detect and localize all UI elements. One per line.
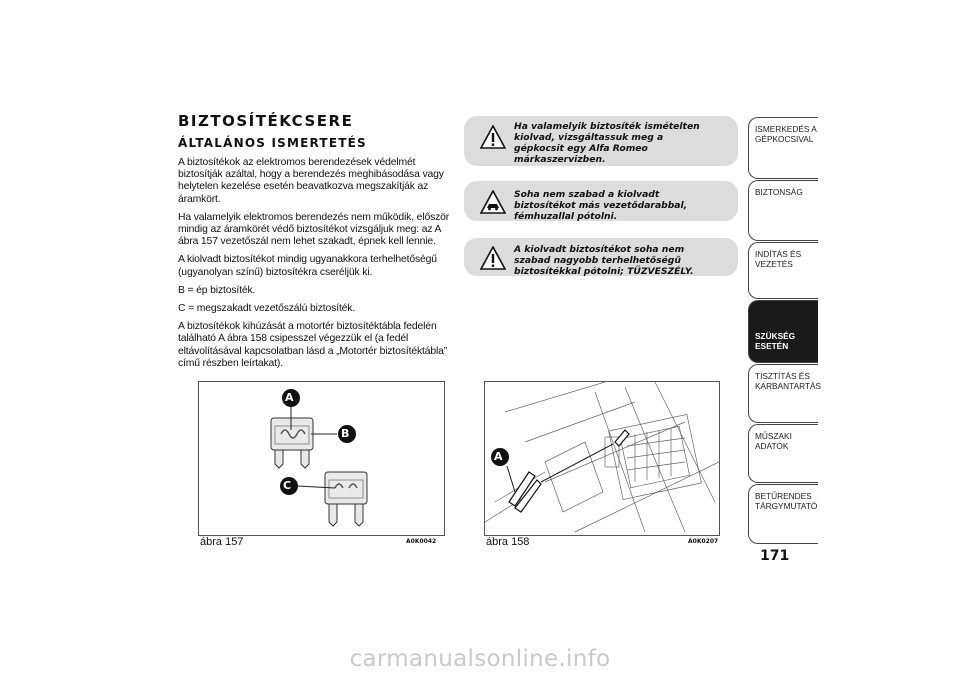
warning-box xyxy=(464,181,738,221)
tab-biztonsag[interactable] xyxy=(748,180,818,241)
paragraph: B = ép biztosíték. xyxy=(178,284,256,296)
tab-label: INDÍTÁS ÉS VEZETÉS xyxy=(755,249,802,269)
warning-triangle-icon xyxy=(480,246,506,275)
paragraph: A kiolvadt biztosítékot mindig ugyanakkora terhelhetőségű (ugyanolyan színű) biztosítékra cseréljük ki. xyxy=(178,254,437,278)
tab-muszaki-adatok[interactable] xyxy=(748,424,818,483)
paragraph: A biztosítékok kihúzását a motortér biztosítéktábla fedelén található A ábra 158 csipesszel végezzük el (a fedél eltávolításával kapcsolatban lásd a „Motortér biztosítéktábla” című részben leírtakat). xyxy=(178,321,448,369)
label-a: A xyxy=(285,391,294,404)
paragraph: A biztosítékok az elektromos berendezések védelmét biztosítják azáltal, hogy a berendezés meghibásodása vagy helytelen kezelése esetén beavatkozva megszakítják az áramkört. xyxy=(178,157,444,205)
subsection-heading: ÁLTALÁNOS ISMERTETÉS xyxy=(178,136,367,150)
watermark: carmanualsonline.info xyxy=(349,646,611,672)
page-number: 171 xyxy=(760,548,790,564)
warning-box xyxy=(464,116,738,166)
car-lift-icon xyxy=(480,190,506,219)
figure-caption: ábra 157 xyxy=(200,536,244,548)
tab-label: ISMERKEDÉS A GÉPKOCSIVAL xyxy=(755,124,817,144)
warning-box xyxy=(464,238,738,276)
label-c: C xyxy=(283,479,292,492)
figure-code: A0K0207 xyxy=(688,538,719,545)
section-heading: BIZTOSÍTÉKCSERE xyxy=(178,112,354,130)
tab-label: TISZTÍTÁS ÉS KARBANTARTÁS xyxy=(755,371,822,391)
tab-tisztitas[interactable] xyxy=(748,364,822,423)
paragraph: Ha valamelyik elektromos berendezés nem működik, először mindig az áramkörét védő biztosítékot vizsgáljuk meg: az A ábra 157 vezetőszál nem lehet szakadt, épnek kell lennie. xyxy=(178,211,450,248)
engine-fusebox-illustration xyxy=(485,382,719,535)
figure-code: A0K0042 xyxy=(406,538,437,545)
figure-157 xyxy=(198,381,445,536)
tab-betűrendes[interactable] xyxy=(748,484,818,544)
label-b: B xyxy=(341,427,350,440)
tab-label: SZÜKSÉG ESETÉN xyxy=(755,331,796,351)
tab-inditas[interactable] xyxy=(748,242,818,299)
warning-text: Ha valamelyik biztosíték ismételten kiolvad, vizsgáltassuk meg a gépkocsit egy Alfa Romeo márkaszervizben. xyxy=(514,121,700,165)
figure-caption: ábra 158 xyxy=(486,536,530,548)
figure-158 xyxy=(484,381,720,536)
label-a: A xyxy=(494,450,503,463)
tab-ismerkedes[interactable] xyxy=(748,117,818,179)
body-text xyxy=(178,157,454,376)
paragraph: C = megszakadt vezetőszálú biztosíték. xyxy=(178,303,356,315)
tab-label: BETŰRENDES TÁRGYMUTATÓ xyxy=(755,491,818,511)
tab-label: MŰSZAKI ADATOK xyxy=(755,431,792,451)
warning-triangle-icon xyxy=(480,125,506,154)
warning-text: A kiolvadt biztosítékot soha nem szabad nagyobb terhelhetőségű biztosítékkal pótolni; TŰZVESZÉLY. xyxy=(514,244,694,277)
fuse-illustration xyxy=(199,382,444,535)
warning-text: Soha nem szabad a kiolvadt biztosítékot más vezetődarabbal, fémhuzallal pótolni. xyxy=(514,189,688,222)
tab-szukseg-eseten[interactable] xyxy=(748,300,818,363)
tab-label: BIZTONSÁG xyxy=(755,187,803,197)
